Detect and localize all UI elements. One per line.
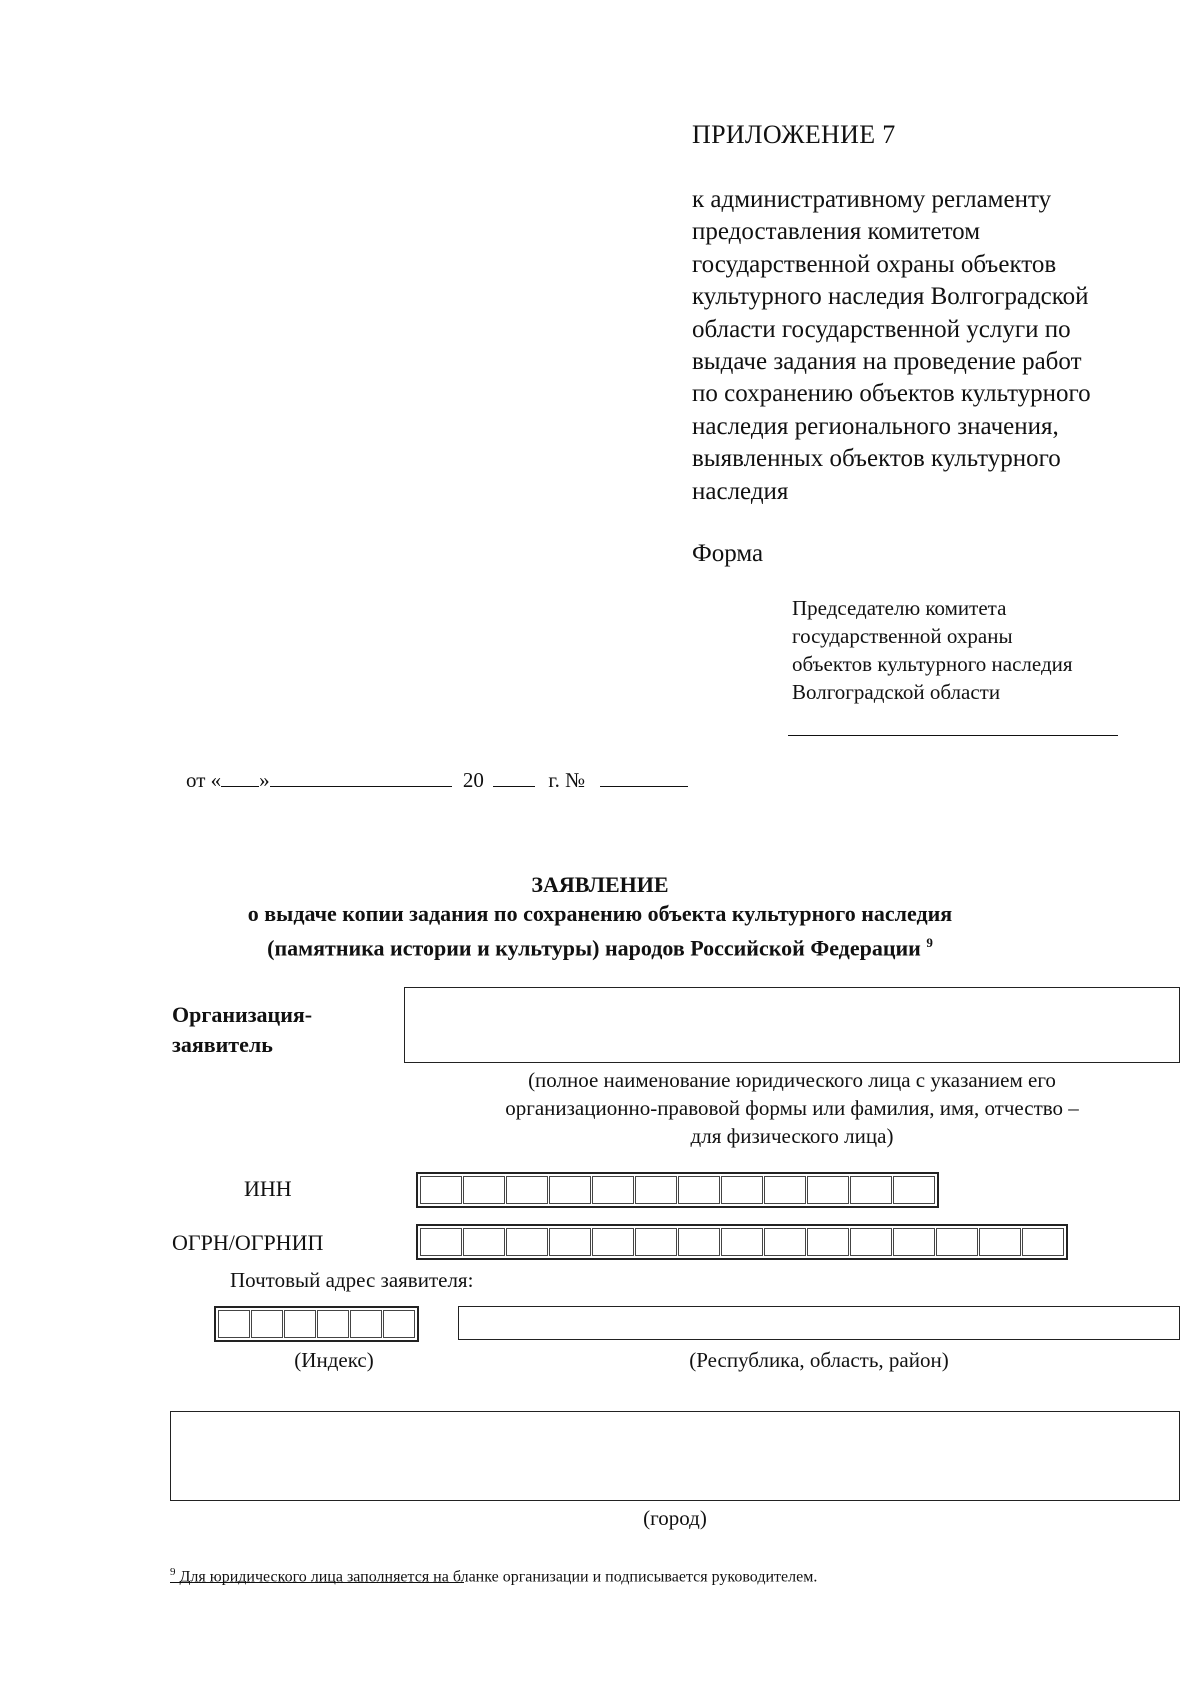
footnote-text: Для юридического лица заполняется на бланке организации и подписывается руководителем. (179, 1568, 818, 1586)
ogrn-cell[interactable] (764, 1228, 806, 1256)
ogrn-cell[interactable] (635, 1228, 677, 1256)
addressee-line: государственной охраны (792, 624, 1013, 648)
regulation-line: культурного наследия Волгоградской (692, 283, 1089, 311)
appendix-title: ПРИЛОЖЕНИЕ 7 (692, 120, 896, 149)
ogrn-cell[interactable] (592, 1228, 634, 1256)
regulation-line: области государственной услуги по (692, 315, 1071, 343)
caption-line: для физического лица) (690, 1124, 894, 1148)
title-line: о выдаче копии задания по сохранению объекта культурного наследия (247, 901, 953, 926)
ogrn-cell[interactable] (463, 1228, 505, 1256)
ogrn-cell[interactable] (850, 1228, 892, 1256)
index-cell[interactable] (350, 1310, 382, 1338)
addressee-name-field[interactable] (788, 735, 1118, 736)
ogrn-cell[interactable] (420, 1228, 462, 1256)
regulation-line: предоставления комитетом (692, 218, 981, 246)
organization-name-field[interactable] (404, 987, 1180, 1063)
number-label: г. № (548, 768, 586, 792)
footnote-mark: 9 (170, 1566, 176, 1578)
organization-label-line: заявитель (172, 1032, 273, 1057)
date-number-line (186, 768, 688, 793)
postal-address-label: Почтовый адрес заявителя: (230, 1268, 474, 1292)
regulation-line: по сохранению объектов культурного (692, 380, 1091, 408)
month-field[interactable] (270, 769, 452, 787)
ogrn-label: ОГРН/ОГРНИП (172, 1230, 324, 1255)
day-field[interactable] (221, 769, 259, 787)
index-cell[interactable] (251, 1310, 283, 1338)
inn-cell[interactable] (635, 1176, 677, 1204)
regulation-line: наследия (692, 477, 789, 505)
addressee-line: Председателю комитета (792, 596, 1007, 620)
title-main: ЗАЯВЛЕНИЕ (531, 872, 669, 897)
region-field[interactable] (458, 1306, 1180, 1340)
date-from-label: от « (186, 768, 222, 792)
inn-label: ИНН (244, 1176, 292, 1201)
inn-cells[interactable] (416, 1172, 939, 1208)
form-label: Форма (692, 540, 764, 567)
addressee-block (792, 594, 1073, 706)
footnote-mark: 9 (926, 935, 933, 950)
inn-cell[interactable] (592, 1176, 634, 1204)
ogrn-cell[interactable] (721, 1228, 763, 1256)
index-cell[interactable] (383, 1310, 415, 1338)
document-title (0, 870, 1200, 962)
inn-cell[interactable] (764, 1176, 806, 1204)
regulation-reference (692, 184, 1091, 508)
inn-cell[interactable] (893, 1176, 935, 1204)
inn-cell[interactable] (678, 1176, 720, 1204)
regulation-line: выдаче задания на проведение работ (692, 348, 1082, 376)
city-caption: (город) (643, 1506, 707, 1530)
inn-cell[interactable] (807, 1176, 849, 1204)
regulation-line: к административному регламенту (692, 186, 1052, 213)
inn-cell[interactable] (850, 1176, 892, 1204)
index-cell[interactable] (284, 1310, 316, 1338)
caption-line: (полное наименование юридического лица с указанием его (528, 1068, 1056, 1092)
regulation-line: государственной охраны объектов (692, 250, 1057, 278)
addressee-line: Волгоградской области (792, 680, 1001, 704)
inn-cell[interactable] (721, 1176, 763, 1204)
year-field[interactable] (493, 769, 535, 787)
inn-cell[interactable] (549, 1176, 591, 1204)
ogrn-cell[interactable] (506, 1228, 548, 1256)
ogrn-cell[interactable] (1022, 1228, 1064, 1256)
index-caption: (Индекс) (294, 1348, 374, 1372)
inn-cell[interactable] (463, 1176, 505, 1204)
postal-index-cells[interactable] (214, 1306, 419, 1342)
index-cell[interactable] (218, 1310, 250, 1338)
regulation-line: наследия регионального значения, (692, 412, 1059, 440)
ogrn-cell[interactable] (678, 1228, 720, 1256)
ogrn-cell[interactable] (807, 1228, 849, 1256)
regulation-line: выявленных объектов культурного (692, 445, 1061, 473)
region-caption: (Республика, область, район) (689, 1348, 949, 1372)
inn-cell[interactable] (420, 1176, 462, 1204)
footnote (170, 1566, 817, 1586)
organization-label (172, 1000, 312, 1060)
caption-line: организационно-правовой формы или фамилия, имя, отчество – (505, 1096, 1079, 1120)
ogrn-cell[interactable] (979, 1228, 1021, 1256)
organization-label-line: Организация- (172, 1002, 313, 1027)
inn-cell[interactable] (506, 1176, 548, 1204)
index-cell[interactable] (317, 1310, 349, 1338)
date-close-quote: » (259, 768, 270, 792)
ogrn-cell[interactable] (893, 1228, 935, 1256)
addressee-line: объектов культурного наследия (792, 652, 1073, 676)
number-field[interactable] (600, 769, 688, 787)
title-line-with-footnote (0, 928, 1200, 962)
title-line: (памятника истории и культуры) народов Российской Федерации (267, 935, 921, 961)
ogrn-cell[interactable] (549, 1228, 591, 1256)
ogrn-cells[interactable] (416, 1224, 1068, 1260)
year-prefix: 20 (462, 768, 484, 792)
ogrn-cell[interactable] (936, 1228, 978, 1256)
organization-caption (404, 1066, 1180, 1150)
city-field[interactable] (170, 1411, 1180, 1501)
